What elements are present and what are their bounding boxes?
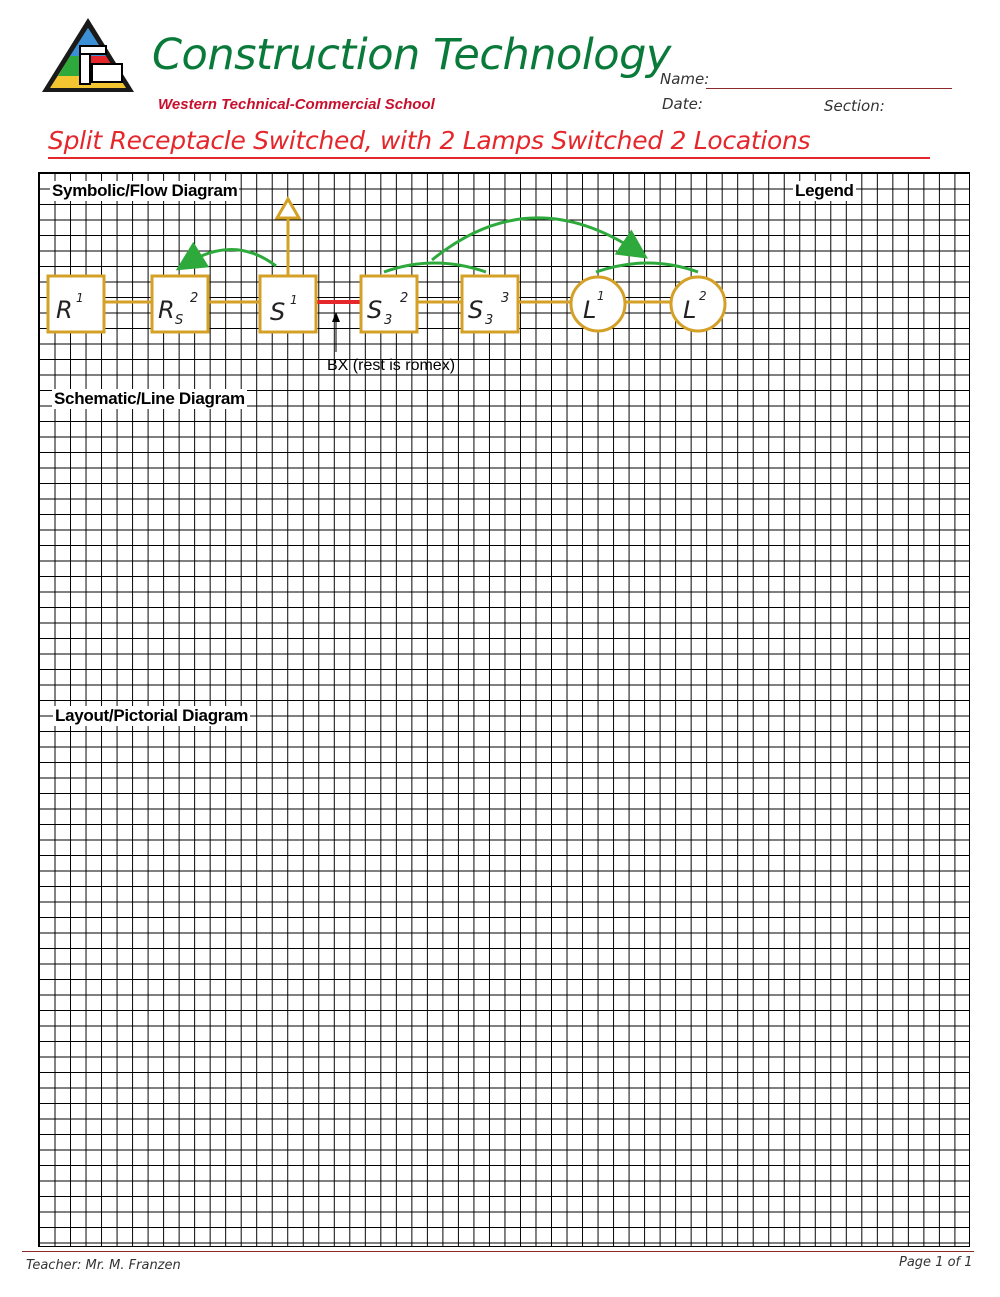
school-name: Western Technical-Commercial School: [158, 96, 435, 113]
device-box-s1: [260, 276, 316, 332]
device-circle-l1: [571, 277, 625, 331]
brand-title: Construction Technology: [152, 30, 671, 80]
label-s32-sub: 3: [384, 313, 393, 328]
section-label: Section:: [824, 97, 885, 115]
lamp-bracket: [596, 263, 698, 272]
label-s1-base: S: [270, 298, 286, 326]
symbolic-diagram-label: Symbolic/Flow Diagram: [52, 181, 238, 200]
control-arrow-s3-lamps: [432, 218, 638, 260]
bx-note: BX (rest is romex): [327, 357, 456, 374]
layout-diagram-label: Layout/Pictorial Diagram: [55, 706, 249, 725]
teacher-name: Teacher: Mr. M. Franzen: [26, 1258, 181, 1273]
control-arrow-s1-rs2: [186, 249, 276, 266]
label-s33-sup: 3: [501, 291, 510, 306]
schematic-diagram-label: Schematic/Line Diagram: [54, 389, 245, 408]
page-number: Page 1 of 1: [899, 1255, 973, 1270]
label-s32-base: S: [367, 296, 383, 324]
traveler-bracket-s3: [384, 263, 486, 272]
bx-pointer-head: [332, 312, 340, 322]
name-label: Name:: [660, 70, 710, 88]
label-l2-sup: 2: [699, 289, 707, 303]
home-run-arrowhead: [277, 199, 299, 218]
label-r1-base: R: [56, 296, 73, 324]
worksheet-title: Split Receptacle Switched, with 2 Lamps Switched 2 Locations: [48, 126, 811, 155]
device-circle-l2: [671, 277, 725, 331]
label-s33-base: S: [468, 296, 484, 324]
label-rs2-sub: S: [175, 313, 184, 328]
legend-label: Legend: [795, 181, 854, 200]
date-label: Date:: [662, 95, 703, 113]
label-l2-base: L: [683, 296, 697, 324]
label-s33-sub: 3: [485, 313, 494, 328]
label-l1-sup: 1: [597, 289, 605, 303]
footer-rule: [22, 1251, 974, 1252]
label-rs2-base: R: [158, 296, 175, 324]
label-l1-base: L: [583, 296, 597, 324]
label-s1-sup: 1: [290, 293, 298, 307]
label-s32-sup: 2: [400, 291, 409, 306]
label-rs2-sup: 2: [190, 291, 199, 306]
label-r1-sup: 1: [76, 291, 84, 305]
